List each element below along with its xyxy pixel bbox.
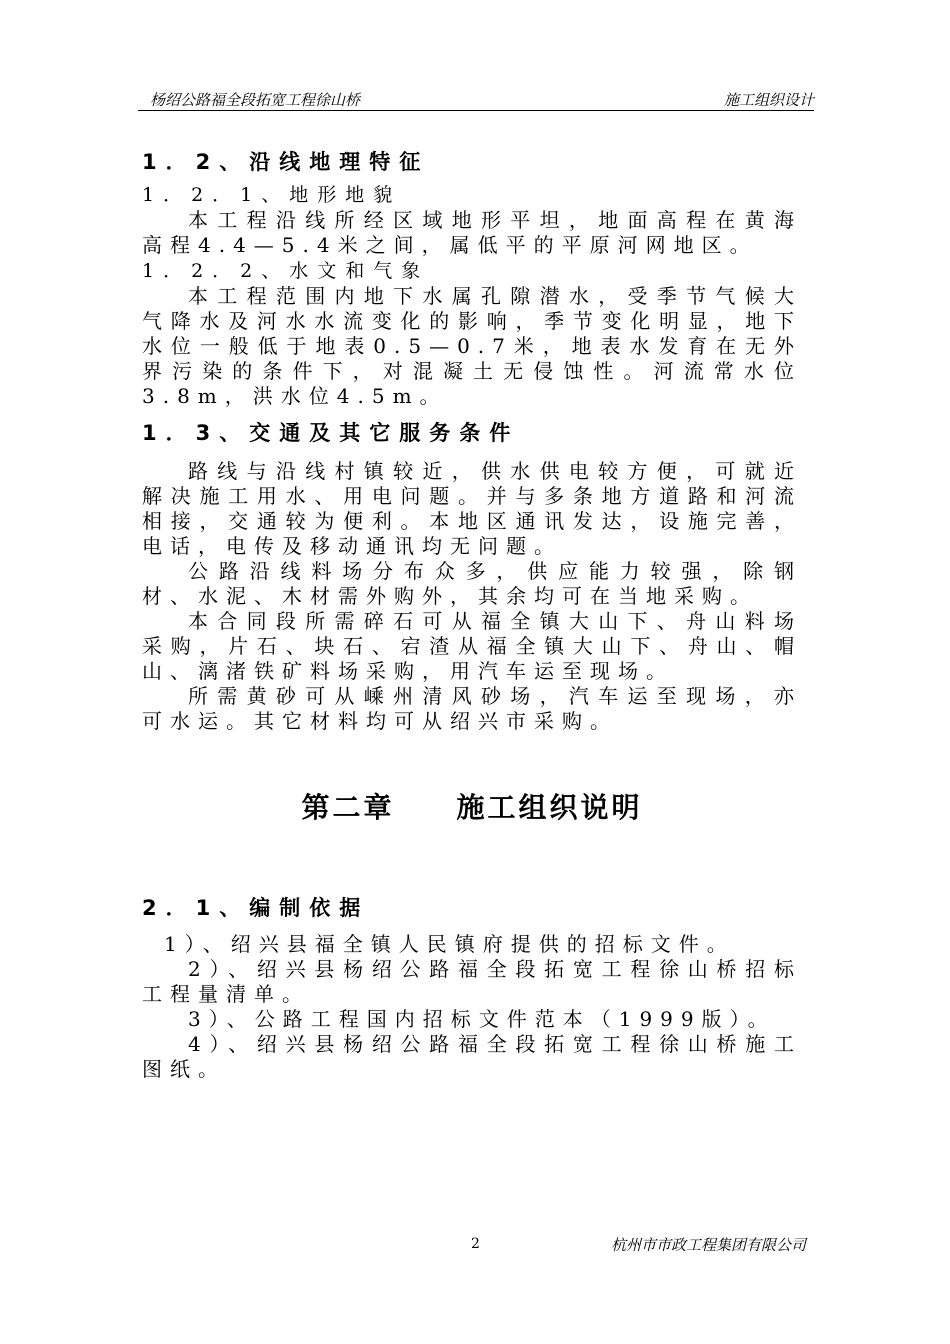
- chapter-title: 施工组织说明: [456, 791, 643, 824]
- footer-company: 杭州市市政工程集团有限公司: [610, 1236, 806, 1254]
- subsection-heading-1-2-1: 1．2．1、地形地貌: [142, 184, 402, 206]
- section-heading-1-3: 1．3、交通及其它服务条件: [142, 421, 520, 445]
- paragraph-sand-source: 所需黄砂可从嵊州清风砂场，汽车运至现场，亦可水运。其它材料均可从绍兴市采购。: [142, 684, 802, 733]
- section-heading-2-1: 2．1、编制依据: [142, 896, 370, 920]
- page-header: [138, 86, 814, 111]
- paragraph-transport: 路线与沿线村镇较近，供水供电较方便，可就近解决施工用水、用电问题。并与多条地方道路和河流相接，交通较为便利。本地区通讯发达，设施完善，电话，电传及移动通讯均无问题。: [142, 459, 802, 558]
- basis-item-3: 3）、公路工程国内招标文件范本（1999版）。: [188, 1007, 776, 1031]
- paragraph-gravel-source: 本合同段所需碎石可从福全镇大山下、舟山料场采购，片石、块石、宕渣从福全镇大山下、舟山、帽山、漓渚铁矿料场采购，用汽车运至现场。: [142, 609, 802, 683]
- basis-item-2: 2）、绍兴县杨绍公路福全段拓宽工程徐山桥招标工程量清单。: [142, 957, 802, 1006]
- basis-item-1: 1）、绍兴县福全镇人民镇府提供的招标文件。: [164, 932, 735, 956]
- chapter-heading: [142, 786, 802, 826]
- paragraph-hydrology: 本工程范围内地下水属孔隙潜水，受季节气候大气降水及河水水流变化的影响，季节变化明显，地下水位一般低于地表0.5—0.7米，地表水发育在无外界污染的条件下，对混凝土无侵蚀性。河流常水位3.8m，洪水位4.5m。: [142, 284, 802, 408]
- subsection-heading-1-2-2: 1．2．2、水文和气象: [142, 260, 430, 282]
- header-doc-type: 施工组织设计: [723, 91, 814, 109]
- paragraph-material-yards: 公路沿线料场分布众多，供应能力较强，除钢材、水泥、木材需外购外，其余均可在当地采购。: [142, 559, 802, 608]
- basis-item-4: 4）、绍兴县杨绍公路福全段拓宽工程徐山桥施工图纸。: [142, 1032, 802, 1081]
- page-footer: [142, 1234, 806, 1254]
- page-body: [142, 144, 802, 1082]
- paragraph-terrain: 本工程沿线所经区域地形平坦，地面高程在黄海高程4.4—5.4米之间，属低平的平原河网地区。: [142, 208, 802, 257]
- page-number: 2: [471, 1236, 480, 1252]
- chapter-number: 第二章: [301, 791, 395, 824]
- section-heading-1-2: 1．2、沿线地理特征: [142, 150, 430, 174]
- header-project-title: 杨绍公路福全段拓宽工程徐山桥: [150, 91, 361, 109]
